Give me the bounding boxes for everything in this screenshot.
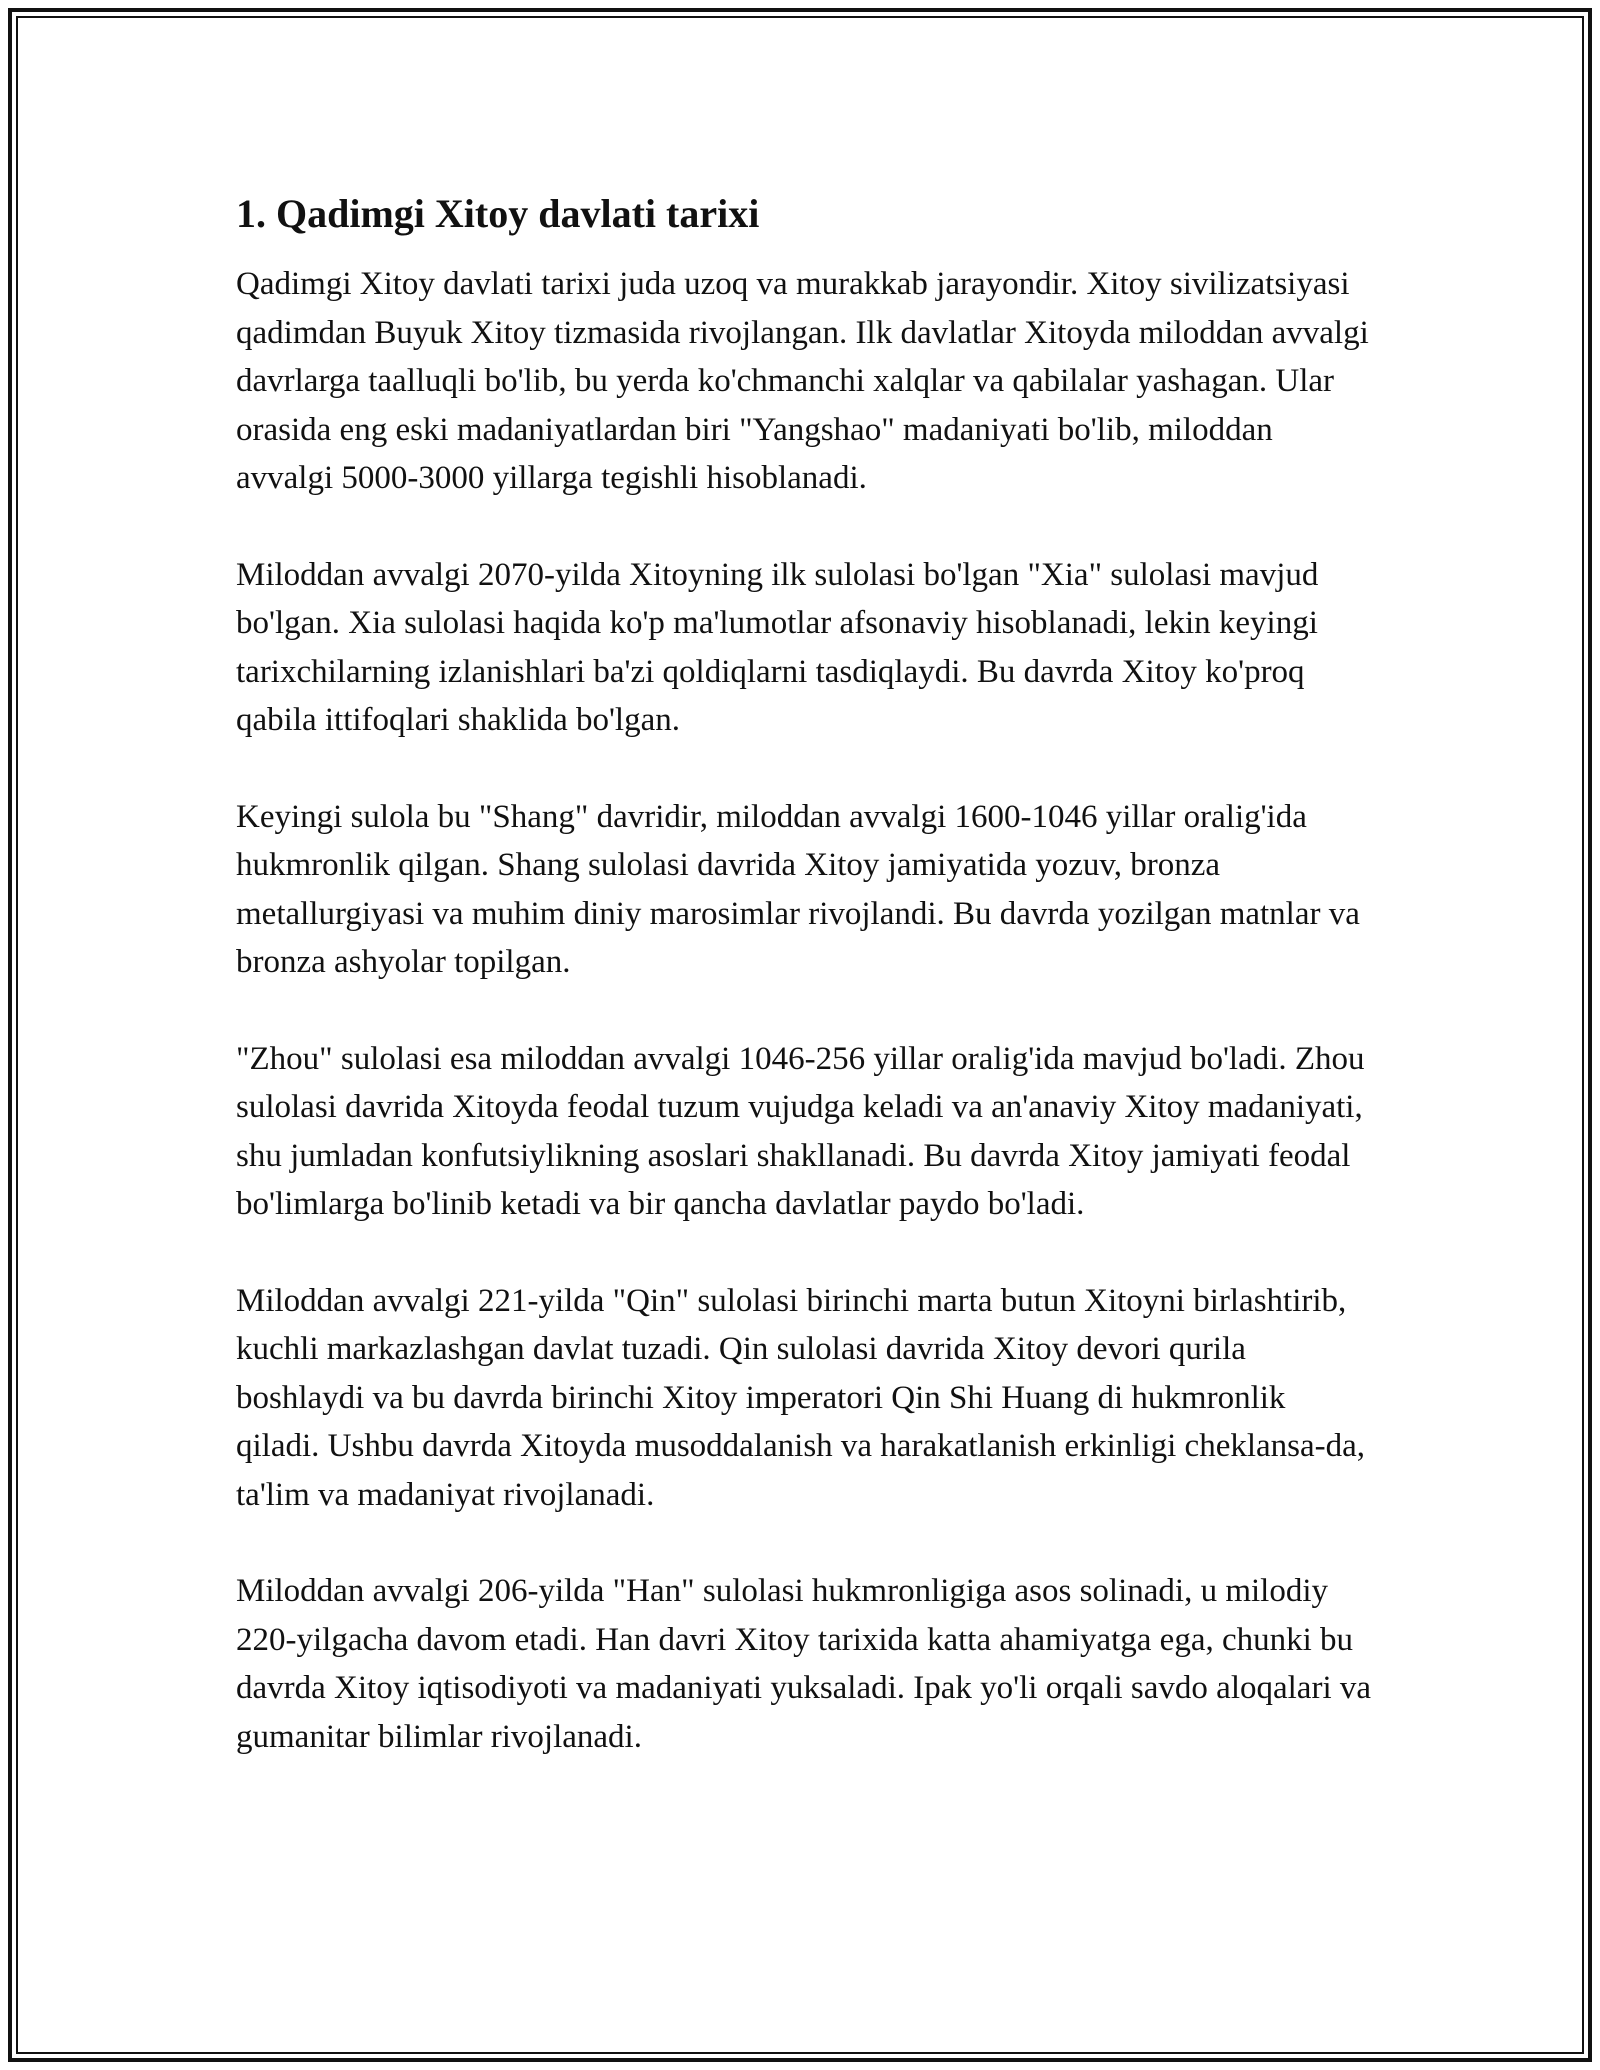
document-body — [236, 188, 1376, 1809]
paragraph-xia: Miloddan avvalgi 2070-yilda Xitoyning ilk sulolasi bo'lgan "Xia" sulolasi mavjud bo'lgan. Xia sulolasi haqida ko'p ma'lumotlar afsonaviy hisoblanadi, lekin keyingi tarixchilarning izlanishlari ba'zi qoldiqlarni tasdiqlaydi. Bu davrda Xitoy ko'proq qabila ittifoqlari shaklida bo'lgan. — [236, 556, 1319, 738]
paragraph-yangshao: Qadimgi Xitoy davlati tarixi juda uzoq va murakkab jarayondir. Xitoy sivilizatsiyasi qadimdan Buyuk Xitoy tizmasida rivojlangan. Ilk davlatlar Xitoyda miloddan avvalgi davrlarga taalluqli bo'lib, bu yerda ko'chmanchi xalqlar va qabilalar yashagan. Ular orasida eng eski madaniyatlardan biri "Yangshao" madaniyati bo'lib, miloddan avvalgi 5000-3000 yillarga tegishli hisoblanadi. — [236, 266, 1369, 496]
paragraph-han: Miloddan avvalgi 206-yilda "Han" sulolasi hukmronligiga asos solinadi, u milodiy 220-yilgacha davom etadi. Han davri Xitoy tarixida katta ahamiyatga ega, chunki bu davrda Xitoy iqtisodiyoti va madaniyati yuksaladi. Ipak yo'li orqali savdo aloqalari va gumanitar bilimlar rivojlanadi. — [236, 1573, 1372, 1755]
paragraph-zhou: "Zhou" sulolasi esa miloddan avvalgi 1046-256 yillar oralig'ida mavjud bo'ladi. Zhou sulolasi davrida Xitoyda feodal tuzum vujudga keladi va an'anaviy Xitoy madaniyati, shu jumladan konfutsiylikning asoslari shakllanadi. Bu davrda Xitoy jamiyati feodal bo'limlarga bo'linib ketadi va bir qancha davlatlar paydo bo'ladi. — [236, 1040, 1365, 1222]
paragraph-shang: Keyingi sulola bu "Shang" davridir, miloddan avvalgi 1600-1046 yillar oralig'ida hukmronlik qilgan. Shang sulolasi davrida Xitoy jamiyatida yozuv, bronza metallurgiyasi va muhim diniy marosimlar rivojlandi. Bu davrda yozilgan matnlar va bronza ashyolar topilgan. — [236, 798, 1360, 980]
section-heading: 1. Qadimgi Xitoy davlati tarixi — [236, 191, 760, 236]
paragraph-qin: Miloddan avvalgi 221-yilda "Qin" sulolasi birinchi marta butun Xitoyni birlashtirib, kuchli markazlashgan davlat tuzadi. Qin sulolasi davrida Xitoy devori qurila boshlaydi va bu davrda birinchi Xitoy imperatori Qin Shi Huang di hukmronlik qiladi. Ushbu davrda Xitoyda musoddalanish va harakatlanish erkinligi cheklansa-da, ta'lim va madaniyat rivojlanadi. — [236, 1282, 1366, 1513]
